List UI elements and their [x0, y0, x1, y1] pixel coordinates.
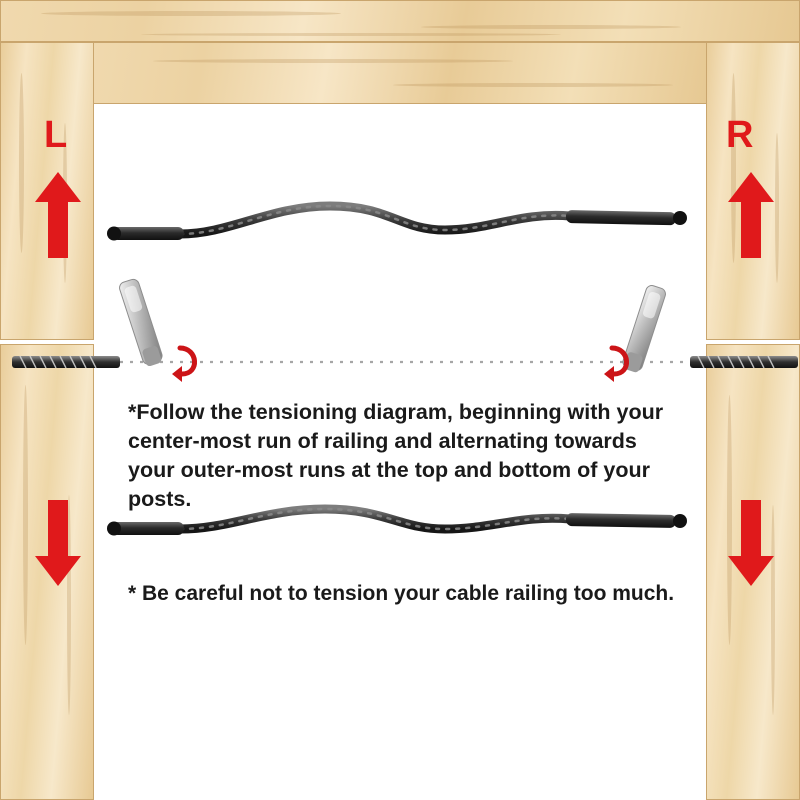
wood-beam-header [92, 42, 708, 104]
arrow-up-left-icon [35, 172, 81, 258]
wood-beam-top [0, 0, 800, 42]
tensioning-tool-left [118, 278, 164, 368]
label-right-side: R [726, 114, 754, 156]
label-left-side: L [44, 114, 68, 156]
middle-cable-tensioned [0, 270, 800, 390]
arrow-up-right-icon [728, 172, 774, 258]
top-cable [100, 190, 700, 260]
instruction-note-secondary: * Be careful not to tension your cable railing too much. [128, 582, 675, 605]
instruction-note-primary: *Follow the tensioning diagram, beginning with your center-most run of railing and alternating towards your outer-most runs at the top and bottom of your posts. [128, 400, 664, 512]
arrow-down-right-icon [728, 500, 774, 586]
arrow-down-left-icon [35, 500, 81, 586]
